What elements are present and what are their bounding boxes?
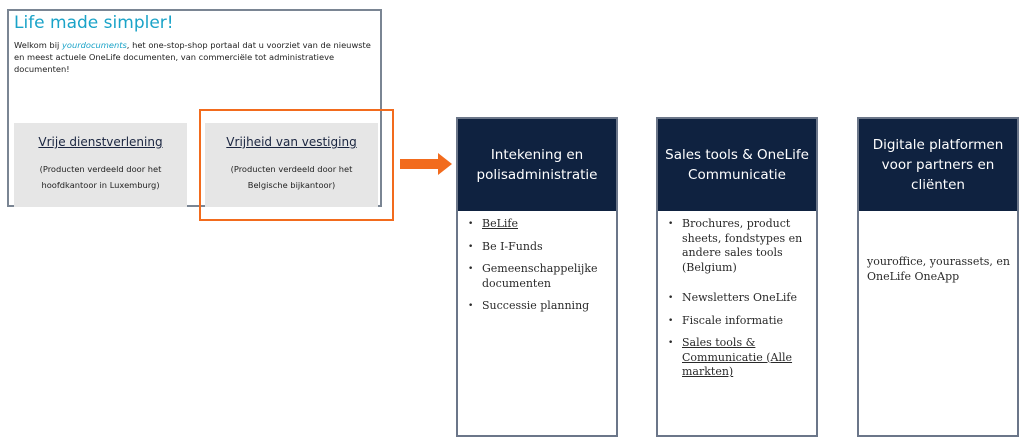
option-title[interactable]: Vrije dienstverlening	[38, 135, 163, 149]
list-item: • Successie planning	[466, 299, 610, 314]
option-vrije-dienstverlening[interactable]	[14, 123, 187, 207]
column-digitale-platformen	[857, 117, 1019, 437]
option-desc: (Producten verdeeld door het Belgische bijkantoor)	[230, 164, 353, 190]
list-item-sales-tools-alle-markten[interactable]: • Sales tools & Communicatie (Alle markten)	[666, 336, 810, 380]
selection-highlight	[199, 109, 394, 221]
intro-brand: yourdocuments	[61, 40, 127, 50]
list-item: • Fiscale informatie	[666, 314, 810, 329]
column-text: youroffice, yourassets, en OneLife OneApp	[867, 255, 1010, 283]
column-intekening	[456, 117, 618, 437]
arrow-right-icon	[400, 153, 452, 175]
column-header: Digitale platformen voor partners en cliënten	[859, 119, 1017, 211]
intro-prefix: Welkom bij	[14, 40, 62, 50]
list-item-belife[interactable]: • BeLife	[466, 217, 610, 232]
portal-title: Life made simpler!	[14, 13, 174, 33]
list-item: • Brochures, product sheets, fondstypes en andere sales tools (Belgium)	[666, 217, 810, 275]
option-title[interactable]: Vrijheid van vestiging	[226, 135, 357, 149]
option-desc: (Producten verdeeld door het hoofdkantoor in Luxemburg)	[39, 164, 162, 190]
list-item: • Newsletters OneLife	[666, 291, 810, 306]
column-header: Intekening en polisadministratie	[458, 119, 616, 211]
portal-intro	[14, 39, 376, 75]
list-item: • Gemeenschappelijke documenten	[466, 262, 610, 291]
column-header: Sales tools & OneLife Communicatie	[658, 119, 816, 211]
column-sales-tools	[656, 117, 818, 437]
list-item: • Be I-Funds	[466, 240, 610, 255]
intro-suffix: , het one-stop-shop portaal dat u voorziet van de nieuwste en meest actuele OneLife documenten, van commerciële tot administratieve documenten!	[14, 40, 371, 74]
